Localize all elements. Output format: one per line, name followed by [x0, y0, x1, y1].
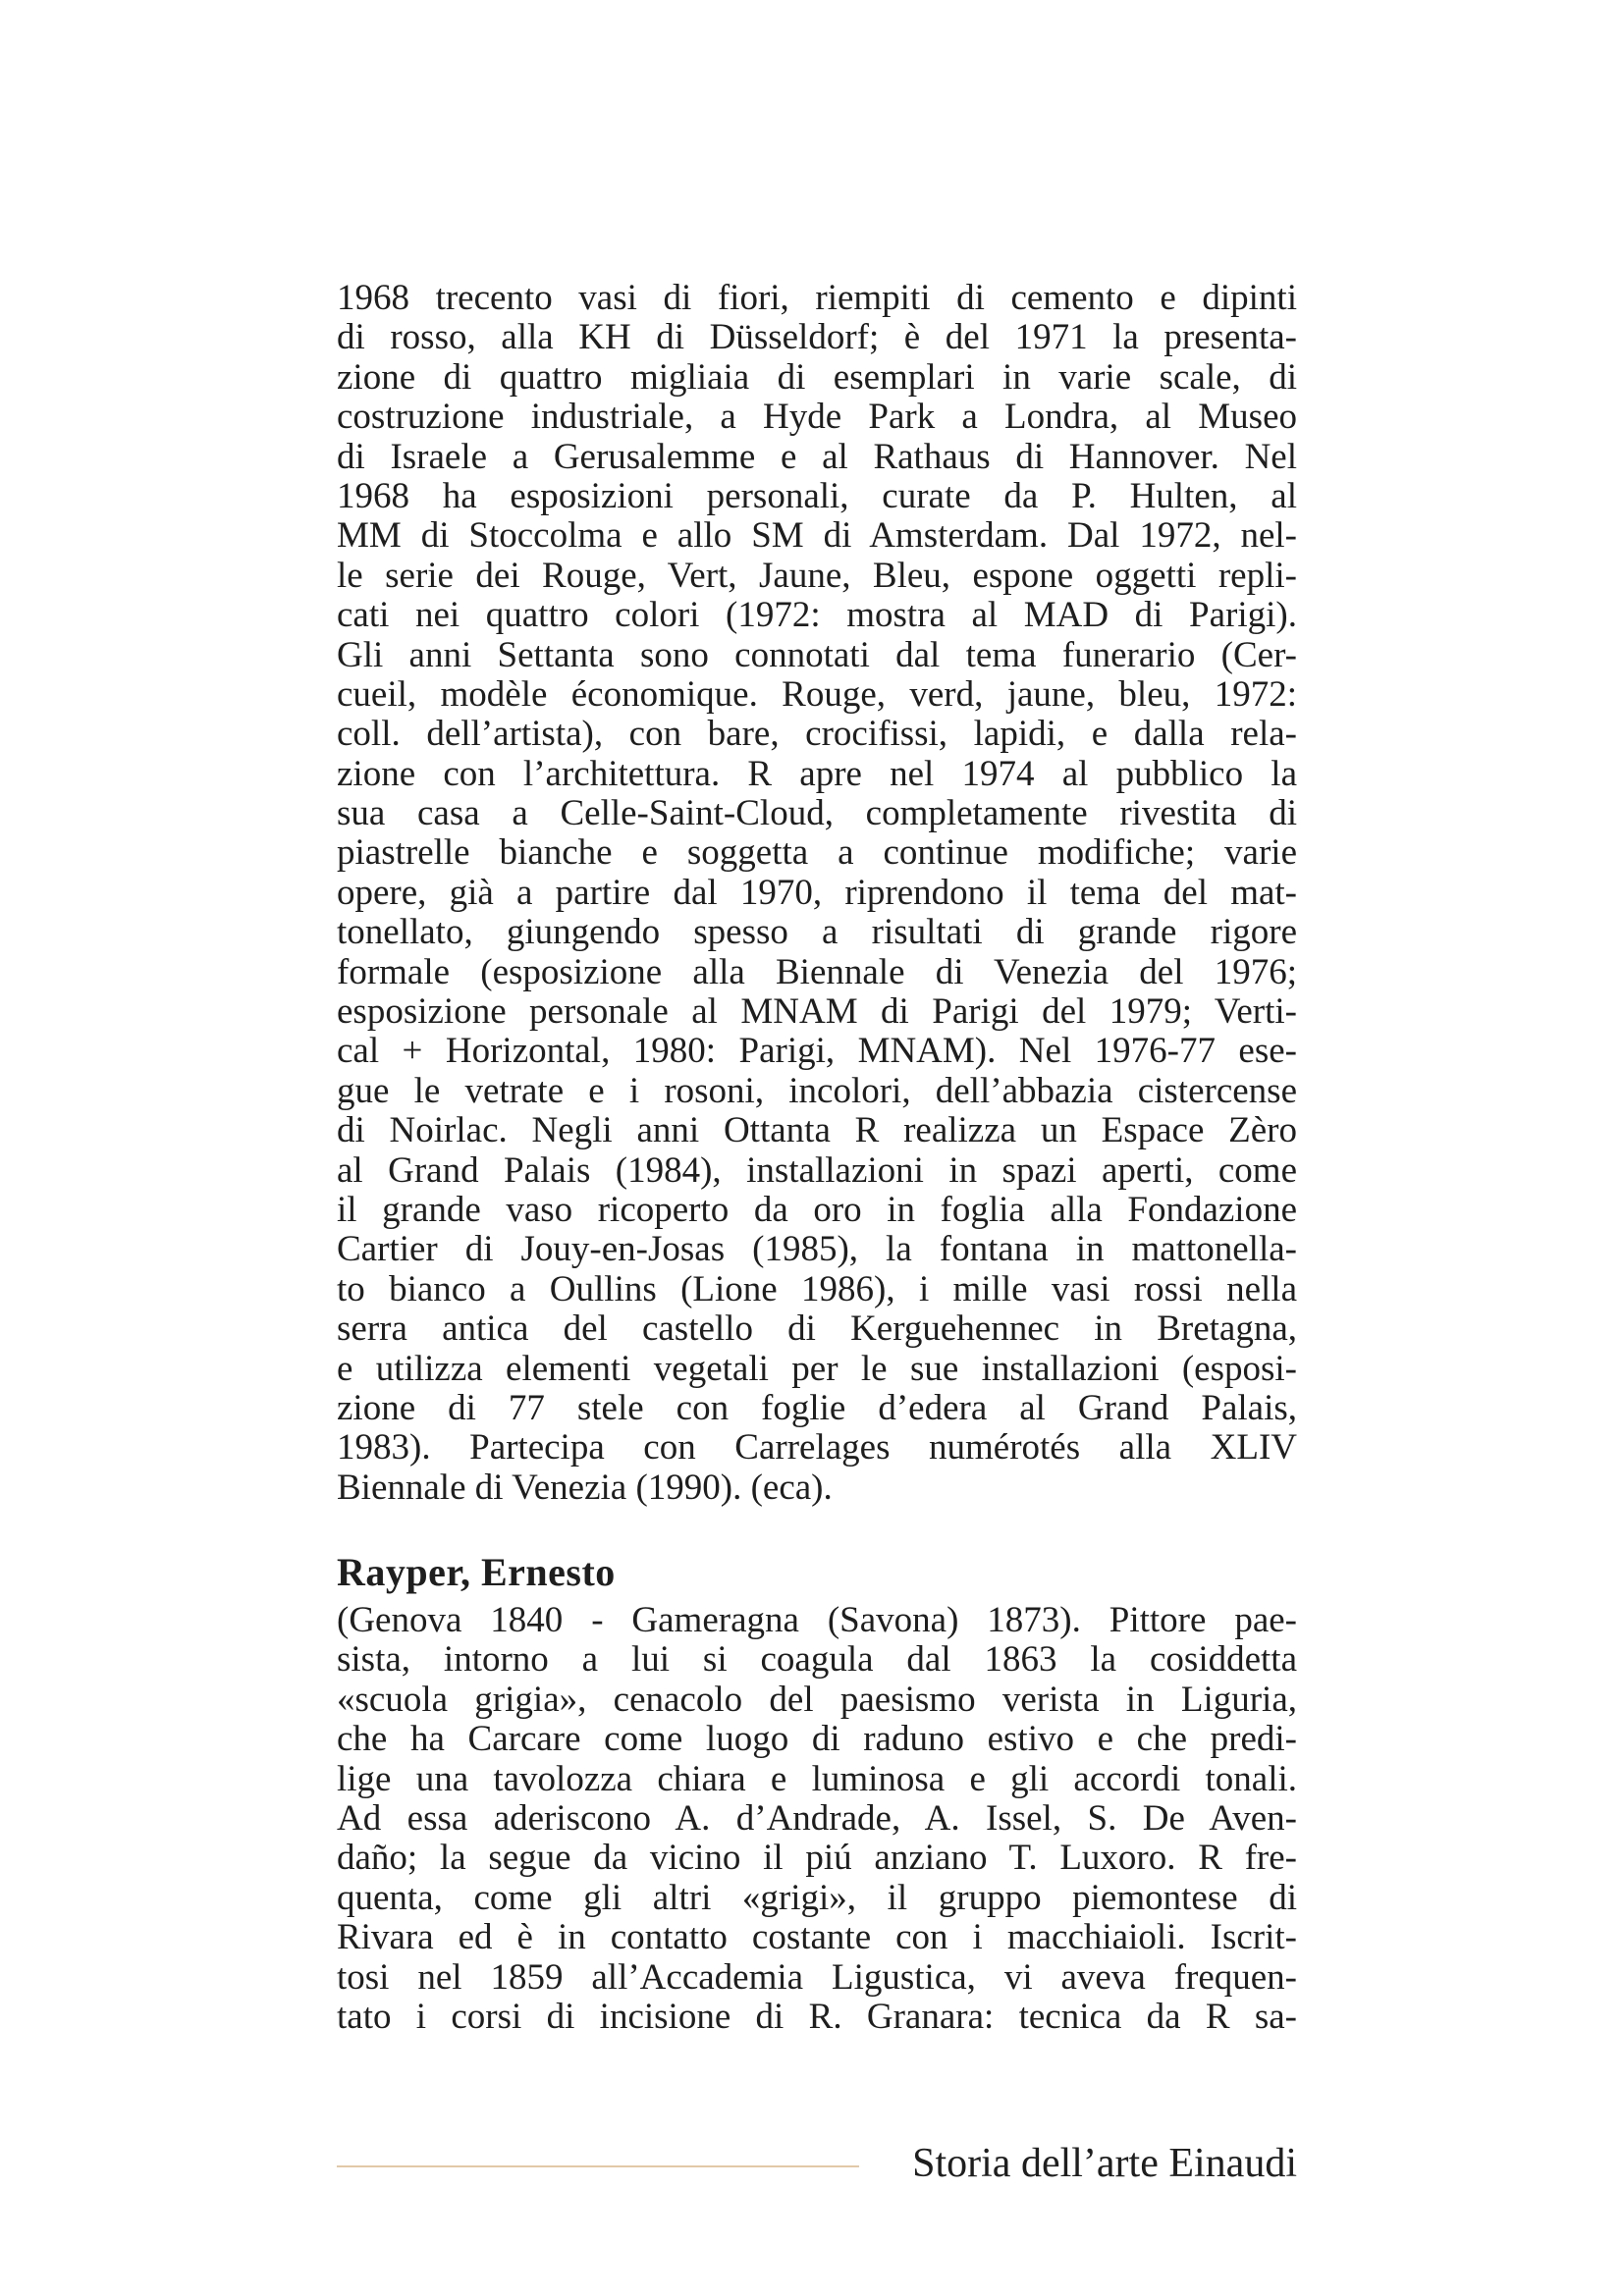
footer-rule — [337, 2165, 859, 2167]
text-line: cati nei quattro colori (1972: mostra al MAD di Parigi). — [337, 595, 1297, 636]
text-line: zione di quattro migliaia di esemplari in varie scale, di — [337, 356, 1297, 398]
text-line: serra antica del castello di Kerguehennec in Bretagna, — [337, 1308, 1297, 1350]
text-line: 1968 trecento vasi di fiori, riempiti di cemento e dipinti — [337, 278, 1297, 318]
text-line: zione di 77 stele con foglie d’edera al Grand Palais, — [337, 1387, 1297, 1428]
text-line: Biennale di Venezia (1990). (eca). — [337, 1467, 833, 1508]
text-line: il grande vaso ricoperto da oro in foglia alla Fondazione — [337, 1189, 1297, 1230]
continuation-paragraph — [337, 279, 1297, 1508]
text-line: le serie dei Rouge, Vert, Jaune, Bleu, espone oggetti repli- — [337, 555, 1297, 596]
text-line: che ha Carcare come luogo di raduno estivo e che predi- — [337, 1719, 1297, 1760]
text-line: Gli anni Settanta sono connotati dal tema funerario (Cer- — [337, 634, 1297, 675]
text-line: costruzione industriale, a Hyde Park a Londra, al Museo — [337, 397, 1297, 438]
text-line: sista, intorno a lui si coagula dal 1863 la cosiddetta — [337, 1639, 1297, 1681]
text-line: «scuola grigia», cenacolo del paesismo verista in Liguria, — [337, 1679, 1297, 1720]
text-line: to bianco a Oullins (Lione 1986), i mille vasi rossi nella — [337, 1268, 1297, 1309]
text-line: zione con l’architettura. R apre nel 1974 al pubblico la — [337, 753, 1297, 794]
entry-body — [337, 1601, 1297, 2037]
text-line: (Genova 1840 - Gameragna (Savona) 1873). Pittore pae- — [337, 1600, 1297, 1640]
text-line: cueil, modèle économique. Rouge, verd, jaune, bleu, 1972: — [337, 673, 1297, 715]
text-line: daño; la segue da vicino il piú anziano T. Luxoro. R fre- — [337, 1838, 1297, 1879]
footer-title: Storia dell’arte Einaudi — [912, 2141, 1297, 2186]
text-line: quenta, come gli altri «grigi», il gruppo piemontese di — [337, 1877, 1297, 1918]
entry-title: Rayper, Ernesto — [337, 1550, 616, 1594]
text-line: tato i corsi di incisione di R. Granara: tecnica da R sa- — [337, 1996, 1297, 2037]
text-line: Ad essa aderiscono A. d’Andrade, A. Issel, S. De Aven- — [337, 1797, 1297, 1839]
text-line: tosi nel 1859 all’Accademia Ligustica, vi aveva frequen- — [337, 1956, 1297, 1998]
text-line: sua casa a Celle-Saint-Cloud, completamente rivestita di — [337, 793, 1297, 834]
text-line: gue le vetrate e i rosoni, incolori, dell’abbazia cistercense — [337, 1070, 1297, 1111]
text-line: MM di Stoccolma e allo SM di Amsterdam. Dal 1972, nel- — [337, 515, 1297, 557]
text-line: e utilizza elementi vegetali per le sue installazioni (esposi- — [337, 1348, 1297, 1389]
text-line: 1968 ha esposizioni personali, curate da P. Hulten, al — [337, 475, 1297, 516]
text-line: tonellato, giungendo spesso a risultati di grande rigore — [337, 912, 1297, 953]
text-line: esposizione personale al MNAM di Parigi del 1979; Verti- — [337, 991, 1297, 1033]
text-line: coll. dell’artista), con bare, crocifissi, lapidi, e dalla rela- — [337, 714, 1297, 755]
text-line: Rivara ed è in contatto costante con i macchiaioli. Iscrit- — [337, 1917, 1297, 1958]
text-line: di Israele a Gerusalemme e al Rathaus di Hannover. Nel — [337, 436, 1297, 477]
text-line: piastrelle bianche e soggetta a continue modifiche; varie — [337, 832, 1297, 874]
text-line: al Grand Palais (1984), installazioni in spazi aperti, come — [337, 1149, 1297, 1191]
text-line: lige una tavolozza chiara e luminosa e gli accordi tonali. — [337, 1758, 1297, 1799]
text-line: opere, già a partire dal 1970, riprendono il tema del mat- — [337, 872, 1297, 913]
text-line: Cartier di Jouy-en-Josas (1985), la fontana in mattonella- — [337, 1229, 1297, 1270]
text-line: di rosso, alla KH di Düsseldorf; è del 1971 la presenta- — [337, 317, 1297, 358]
text-line: di Noirlac. Negli anni Ottanta R realizza un Espace Zèro — [337, 1110, 1297, 1151]
text-line: 1983). Partecipa con Carrelages numérotés alla XLIV — [337, 1427, 1297, 1468]
text-line: cal + Horizontal, 1980: Parigi, MNAM). Nel 1976-77 ese- — [337, 1031, 1297, 1072]
text-line: formale (esposizione alla Biennale di Venezia del 1976; — [337, 951, 1297, 992]
